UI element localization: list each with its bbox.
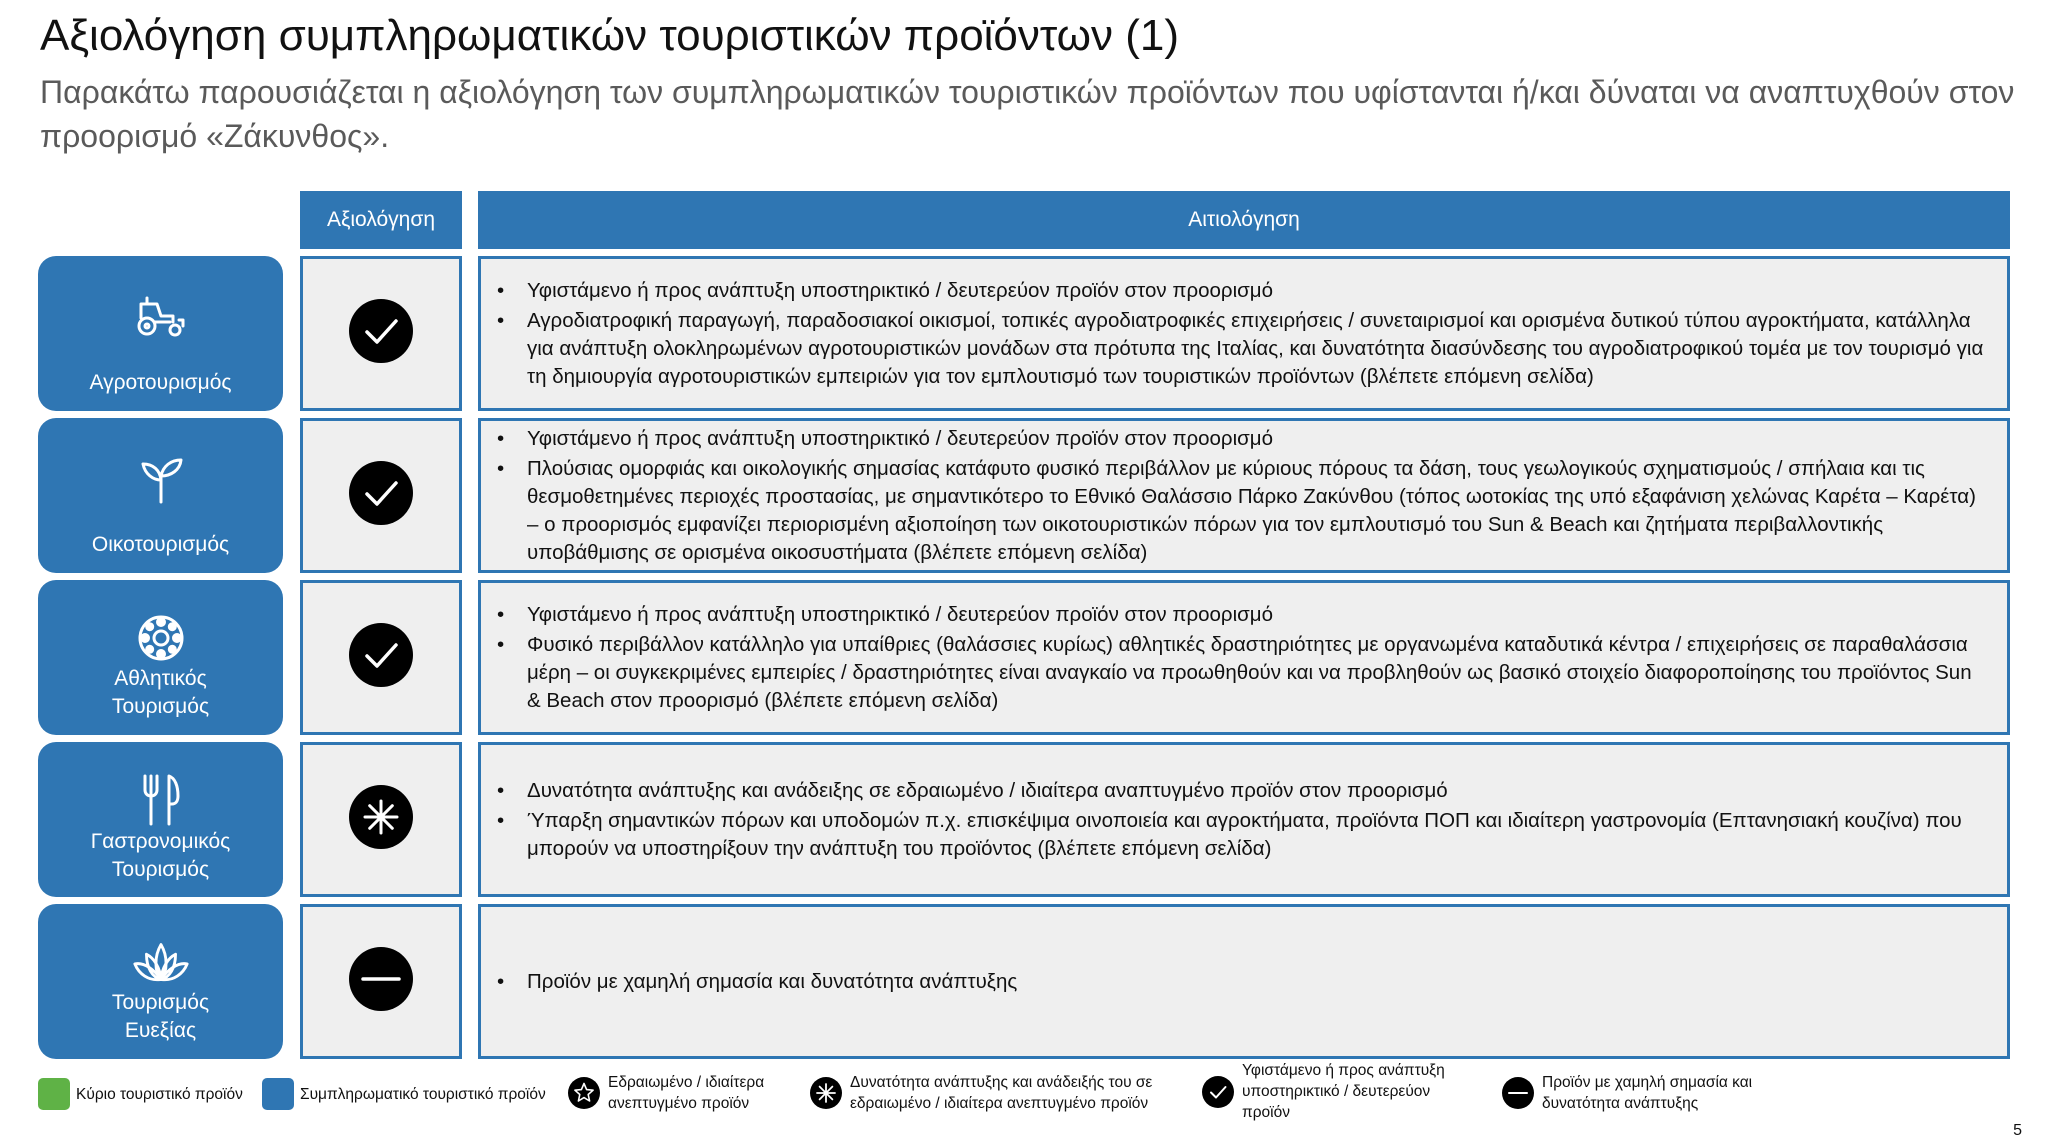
- legend-label: εδραιωμένο / ιδιαίτερα ανεπτυγμένο προϊόν: [850, 1095, 1149, 1112]
- category-label: Τουρισμός: [111, 991, 210, 1014]
- category-label: Αγροτουρισμός: [89, 371, 232, 394]
- minus-circle-icon: [1502, 1077, 1534, 1109]
- legend-established: [568, 1072, 764, 1114]
- fork-knife-icon: [131, 772, 191, 828]
- category-label: Γαστρονομικός: [90, 830, 231, 853]
- category-label: Οικοτουρισμός: [91, 533, 230, 556]
- star-circle-icon: [568, 1077, 600, 1109]
- category-gastronomy-tourism: [38, 742, 283, 897]
- list-item: • Δυνατότητα ανάπτυξης και ανάδειξης σε εδραιωμένο / ιδιαίτερα αναπτυγμένο προϊόν στον προορισμό: [527, 777, 1989, 805]
- page-title: Αξιολόγηση συμπληρωματικών τουριστικών προϊόντων (1): [40, 11, 1180, 60]
- evaluation-cell: [300, 256, 462, 411]
- legend-label: Κύριο τουριστικό προϊόν: [76, 1085, 243, 1103]
- legend-potential: [810, 1072, 1152, 1114]
- sport-wheel-icon: [131, 610, 191, 665]
- primary-swatch: [38, 1078, 70, 1110]
- category-wellness-tourism: [38, 904, 283, 1059]
- legend-label: υποστηρικτικό / δευτερεύον: [1242, 1083, 1431, 1100]
- lotus-icon: [131, 934, 191, 989]
- legend-primary: [38, 1078, 243, 1110]
- legend-label: Συμπληρωματικό τουριστικό προϊόν: [300, 1085, 546, 1103]
- category-label-line2: Τουρισμός: [111, 695, 210, 718]
- list-item: • Πλούσιας ομορφιάς και οικολογικής σημασίας κατάφυτο φυσικό περιβάλλον με κύριους πόρους τα δάση, τους γεωλογικούς σχηματισμούς / σπήλαια και τις θεσμοθετημένες περιοχές προστασίας, με σημαντικότερο το Εθνικό Θαλάσσιο Πάρκο Ζακύνθου (τόπος ωοτοκίας της υπό εξαφάνιση χελώνας Καρέτα – Καρέτα) – ο προορισμός εμφανίζει περιορισμένη αξιοποίηση των οικοτουριστικών πόρων για τον εμπλουτισμό του Sun & Beach και ζητήματα περιβαλλοντικής υποβάθμισης σε ορισμένα οικοσυστήματα (βλέπετε επόμενη σελίδα): [527, 455, 1989, 567]
- legend-label: Δυνατότητα ανάπτυξης και ανάδειξής του σε: [850, 1074, 1153, 1091]
- category-ecotourism: [38, 418, 283, 573]
- justification-cell: [478, 418, 2010, 573]
- list-item: • Φυσικό περιβάλλον κατάλληλο για υπαίθριες (θαλάσσιες κυρίως) αθλητικές δραστηριότητες με οργανωμένα καταδυτικά κέντρα / επιχειρήσεις σε παραθαλάσσια μέρη – οι συγκεκριμένες εμπειρίες / δραστηριότητες είναι αναγκαίο να προωθηθούν και να προβληθούν ως βασικό στοιχείο διαφοροποίησης του προϊόντος Sun & Beach στον προορισμό (βλέπετε επόμενη σελίδα): [527, 631, 1989, 715]
- list-item: • Αγροδιατροφική παραγωγή, παραδοσιακοί οικισμοί, τοπικές αγροδιατροφικές επιχειρήσεις / συνεταιρισμοί και ορισμένα δυτικού τύπου αγροκτήματα, κατάλληλα για ανάπτυξη ολοκληρωμένων αγροτουριστικών μονάδων στα πρότυπα της Ιταλίας, και δυνατότητα διασύνδεσης του αγροδιατροφικού τομέα με τον τουρισμό για τη δημιουργία αγροτουριστικών εμπειριών για τον εμπλουτισμό των τουριστικών προϊόντων (βλέπετε επόμενη σελίδα): [527, 307, 1989, 391]
- justification-cell: [478, 742, 2010, 897]
- evaluation-cell: [300, 904, 462, 1059]
- asterisk-circle-icon: [349, 785, 413, 854]
- page-number: 5: [2013, 1122, 2022, 1139]
- justification-cell: [478, 904, 2010, 1059]
- list-item: • Υφιστάμενο ή προς ανάπτυξη υποστηρικτικό / δευτερεύον προϊόν στον προορισμό: [527, 601, 1989, 629]
- category-label: Αθλητικός: [114, 667, 207, 690]
- legend-label: ανεπτυγμένο προϊόν: [608, 1095, 750, 1112]
- asterisk-circle-icon: [810, 1077, 842, 1109]
- check-circle-icon: [1202, 1076, 1234, 1108]
- justification-cell: [478, 256, 2010, 411]
- legend-label: Εδραιωμένο / ιδιαίτερα: [608, 1074, 765, 1091]
- evaluation-cell: [300, 742, 462, 897]
- legend-label: Προϊόν με χαμηλή σημασία και: [1542, 1074, 1753, 1091]
- justification-cell: [478, 580, 2010, 735]
- list-item: • Ύπαρξη σημαντικών πόρων και υποδομών π.χ. επισκέψιμα οινοποιεία και αγροκτήματα, προϊόντα ΠΟΠ και ιδιαίτερη γαστρονομία (Επτανησιακή κουζίνα) που μπορούν να υποστηρίξουν την ανάπτυξη του προϊόντος (βλέπετε επόμενη σελίδα): [527, 807, 1989, 863]
- evaluation-cell: [300, 418, 462, 573]
- check-circle-icon: [349, 461, 413, 530]
- category-label-line2: Ευεξίας: [124, 1019, 197, 1042]
- minus-circle-icon: [349, 947, 413, 1016]
- list-item: • Υφιστάμενο ή προς ανάπτυξη υποστηρικτικό / δευτερεύον προϊόν στον προορισμό: [527, 277, 1989, 305]
- evaluation-cell: [300, 580, 462, 735]
- check-circle-icon: [349, 299, 413, 368]
- tractor-icon: [131, 286, 191, 346]
- list-item: • Προϊόν με χαμηλή σημασία και δυνατότητα ανάπτυξης: [527, 968, 1989, 996]
- legend-low: [1502, 1072, 1752, 1114]
- legend-existing: [1202, 1060, 1445, 1123]
- page-subtitle: Παρακάτω παρουσιάζεται η αξιολόγηση των συμπληρωματικών τουριστικών προϊόντων που υφίστανται ή/και δύναται να αναπτυχθούν στον προορισμό «Ζάκυνθος».: [40, 74, 2015, 154]
- category-sports-tourism: [38, 580, 283, 735]
- category-label-line2: Τουρισμός: [111, 858, 210, 881]
- category-agrotourism: [38, 256, 283, 411]
- justification-header: Αιτιολόγηση: [478, 191, 2010, 249]
- check-circle-icon: [349, 623, 413, 692]
- legend-label: προϊόν: [1242, 1104, 1290, 1121]
- legend-label: δυνατότητα ανάπτυξης: [1542, 1095, 1699, 1112]
- legend-label: Υφιστάμενο ή προς ανάπτυξη: [1242, 1062, 1445, 1079]
- evaluation-header: Αξιολόγηση: [300, 191, 462, 249]
- complementary-swatch: [262, 1078, 294, 1110]
- legend-complementary: [262, 1078, 546, 1110]
- sprout-icon: [131, 448, 191, 508]
- list-item: • Υφιστάμενο ή προς ανάπτυξη υποστηρικτικό / δευτερεύον προϊόν στον προορισμό: [527, 425, 1989, 453]
